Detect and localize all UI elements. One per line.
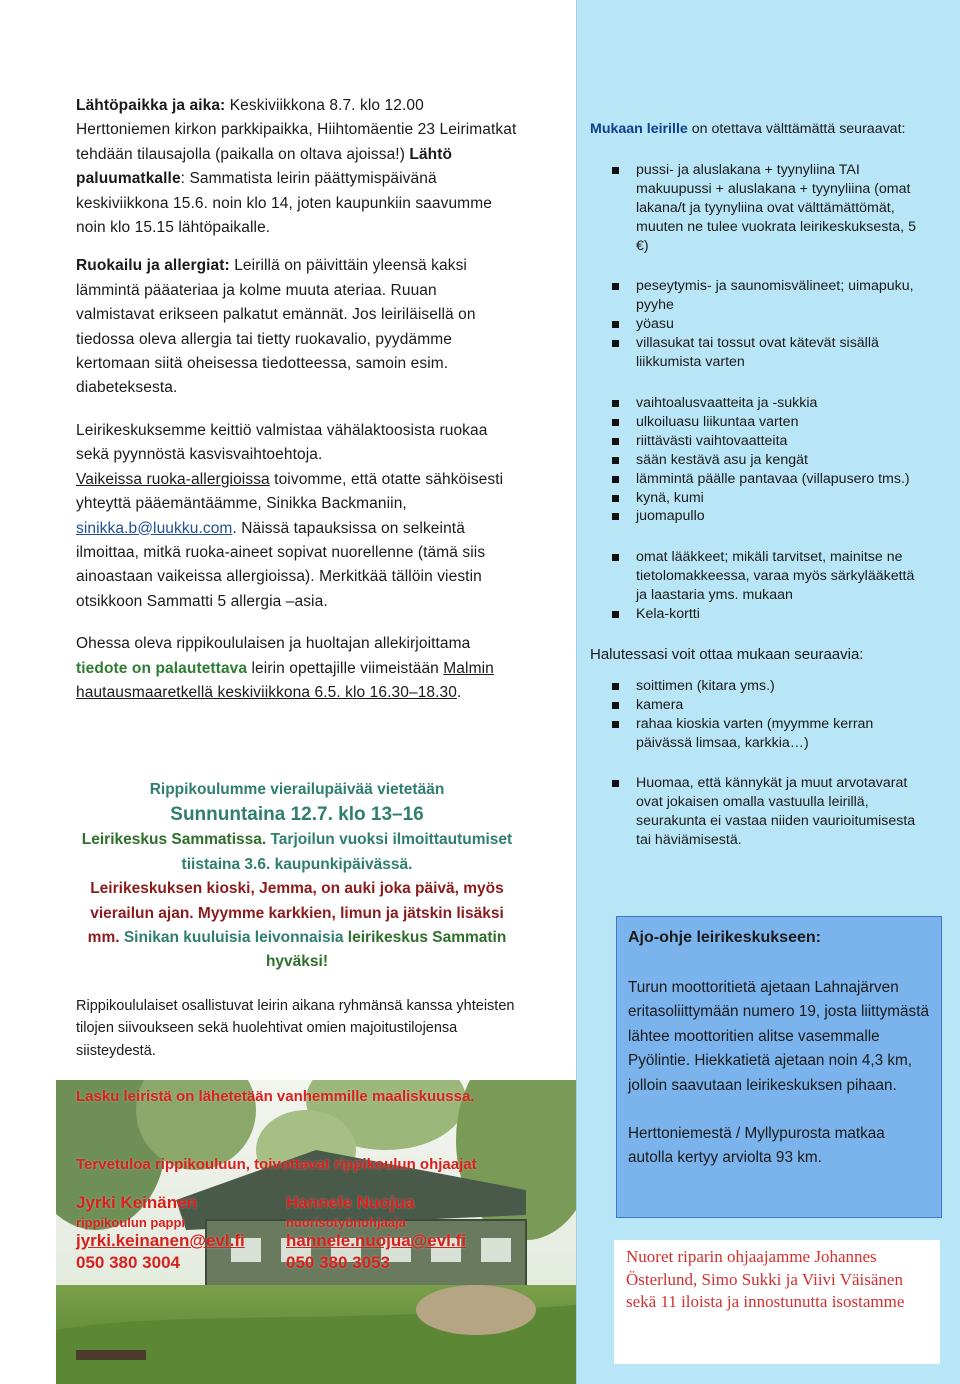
kitchen-paragraph: Leirikeskuksemme keittiö valmistaa vähälaktoosista ruokaa sekä pyynnöstä kasvisvaihtoehtoja.	[76, 421, 488, 464]
packing-group-medicine	[590, 548, 920, 624]
list-item: kynä, kumi	[590, 489, 920, 508]
person1-name: Jyrki Keinänen	[76, 1193, 197, 1212]
packing-group-clothes	[590, 394, 920, 526]
person1-phone: 050 380 3004	[76, 1253, 180, 1272]
list-item: ulkoiluasu liikuntaa varten	[590, 413, 920, 432]
person2-role: nuorisotyönohjaaja	[286, 1215, 406, 1230]
allergy-paragraph: Vaikeissa ruoka-allergioissa toivomme, että otatte sähköisesti yhteyttä pääemäntäämme, Sinikka Backmaniin, sinikka.b@luukku.com. Näissä tapauksissa on selkeintä ilmoittaa, mitkä ruoka-aineet sopivat nuorellenne (tämä siis ainoastaan vaikeissa allergioissa). Merkitkää tällöin viestin otsikkoon Sammatti 5 allergia –asia.	[76, 470, 504, 610]
person1-email[interactable]: jyrki.keinanen@evl.fi	[76, 1231, 245, 1250]
list-item: juomapullo	[590, 507, 920, 526]
food-paragraph: Ruokailu ja allergiat: Leirillä on päivittäin yleensä kaksi lämmintä pääateriaa ja kolme muuta ateriaa. Ruuan valmistavat erikseen palkatut emännät. Jos leiriläisellä on tiedossa oleva allergia tai tietty ruokavalio, pyydämme kertomaan siitä oheisessa tiedotteessa, samoin esim. diabeteksesta.	[76, 257, 476, 397]
list-item: vaihtoalusvaatteita ja -sukkia	[590, 394, 920, 413]
person2-name: Hannele Nuojua	[286, 1193, 415, 1212]
list-item: rahaa kioskia varten (myymme kerran päivässä limsaa, karkkia…)	[590, 715, 920, 753]
invoice-note: Lasku leiristä on lähetetään vanhemmille maaliskuussa.	[76, 1088, 475, 1105]
packing-group-bedding	[590, 161, 920, 256]
list-item: soittimen (kitara yms.)	[590, 677, 920, 696]
person2-email[interactable]: hannele.nuojua@evl.fi	[286, 1231, 466, 1250]
list-item: omat lääkkeet; mikäli tarvitset, mainitse ne tietolomakkeessa, varaa myös särkylääkettä ja laastaria yms. mukaan	[590, 548, 920, 605]
left-column	[76, 94, 518, 705]
packing-group-valuables	[590, 774, 920, 850]
visit-day-announcement: Rippikoulumme vierailupäivää vietetään Sunnuntaina 12.7. klo 13–16 Leirikeskus Sammatissa. Tarjoilun vuoksi ilmoittautumiset tiistaina 3.6. kaupunkipäivässä. Leirikeskuksen kioski, Jemma, on auki joka päivä, myös vierailun ajan. Myymme karkkien, limun ja jätskin lisäksi mm. Sinikan kuuluisia leivonnaisia leirikeskus Sammatin hyväksi!	[76, 778, 518, 975]
list-item: riittävästi vaihtovaatteita	[590, 432, 920, 451]
email-link-sinikka[interactable]: sinikka.b@luukku.com	[76, 519, 233, 537]
list-item: peseytymis- ja saunomisvälineet; uimapuku, pyyhe	[590, 277, 920, 315]
list-item: Kela-kortti	[590, 605, 920, 624]
return-form-paragraph: Ohessa oleva rippikoululaisen ja huoltajan allekirjoittama tiedote on palautettava leirin opettajille viimeistään Malmin hautausmaaretkellä keskiviikkona 6.5. klo 16.30–18.30.	[76, 635, 494, 701]
packing-group-optional	[590, 677, 920, 753]
packing-group-hygiene	[590, 277, 920, 372]
person1-role: rippikoulun pappi	[76, 1215, 186, 1230]
leaders-note: Nuoret riparin ohjaajamme Johannes Österlund, Simo Sukki ja Viivi Väisänen sekä 11 iloista ja innostunutta isostamme	[614, 1240, 940, 1364]
person2-phone: 050 380 3053	[286, 1253, 390, 1272]
packing-list	[590, 120, 920, 850]
list-item: villasukat tai tossut ovat kätevät sisällä liikkumista varten	[590, 334, 920, 372]
return-label: Lähtö paluumatkalle	[76, 145, 453, 188]
optional-title: Halutessasi voit ottaa mukaan seuraavia:	[590, 645, 864, 663]
list-item: kamera	[590, 696, 920, 715]
departure-label: Lähtöpaikka ja aika:	[76, 97, 226, 114]
welcome-note: Tervetuloa rippikouluun, toivottavat rippikoulun ohjaajat	[76, 1156, 477, 1173]
cleaning-paragraph: Rippikoululaiset osallistuvat leirin aikana ryhmänsä kanssa yhteisten tilojen siivoukseen sekä huolehtivat omien majoitustilojensa siisteydestä.	[76, 998, 515, 1059]
directions-distance: Herttoniemestä / Myllypurosta matkaa autolla kertyy arviolta 93 km.	[628, 1125, 885, 1167]
visit-date: Sunnuntaina 12.7. klo 13–16	[170, 804, 424, 826]
food-label: Ruokailu ja allergiat:	[76, 257, 230, 275]
list-item: Huomaa, että kännykät ja muut arvotavarat ovat jokaisen omalla vastuulla leirillä, seurakunta ei vastaa niiden vaurioitumisesta tai häviämisestä.	[590, 774, 920, 850]
packing-intro: Mukaan leirille on otettava välttämättä seuraavat:	[590, 121, 906, 137]
list-item: pussi- ja aluslakana + tyynyliina TAI makuupussi + aluslakana + tyynyliina (omat lakana/t ja tyynyliina ovat välttämättömät, muuten ne tulee vuokrata leirikeskuksesta, 5 €)	[590, 161, 920, 256]
directions-body	[628, 976, 930, 1171]
directions-title: Ajo-ohje leirikeskukseen:	[628, 929, 821, 946]
list-item: lämmintä päälle pantavaa (villapusero tms.)	[590, 470, 920, 489]
departure-paragraph: Lähtöpaikka ja aika: Keskiviikkona 8.7. klo 12.00 Herttoniemen kirkon parkkipaikka, Hiihtomäentie 23 Leirimatkat tehdään tilausajolla (paikalla on oltava ajoissa!) Lähtö paluumatkalle: Sammatista leirin päättymispäivänä keskiviikkona 15.6. noin klo 14, joten kaupunkiin saavumme noin klo 15.15 lähtöpaikalle.	[76, 97, 517, 237]
list-item: sään kestävä asu ja kengät	[590, 451, 920, 470]
list-item: yöasu	[590, 315, 920, 334]
camp-photo	[56, 1080, 576, 1384]
directions-text: Turun moottoritietä ajetaan Lahnajärven eritasoliittymään numero 19, josta liittymästä lähtee moottoritien alitse vasemmalle Pyölintie. Hiekkatietä ajetaan noin 4,3 km, jolloin saavutaan leirikeskuksen pihaan.	[628, 979, 929, 1094]
